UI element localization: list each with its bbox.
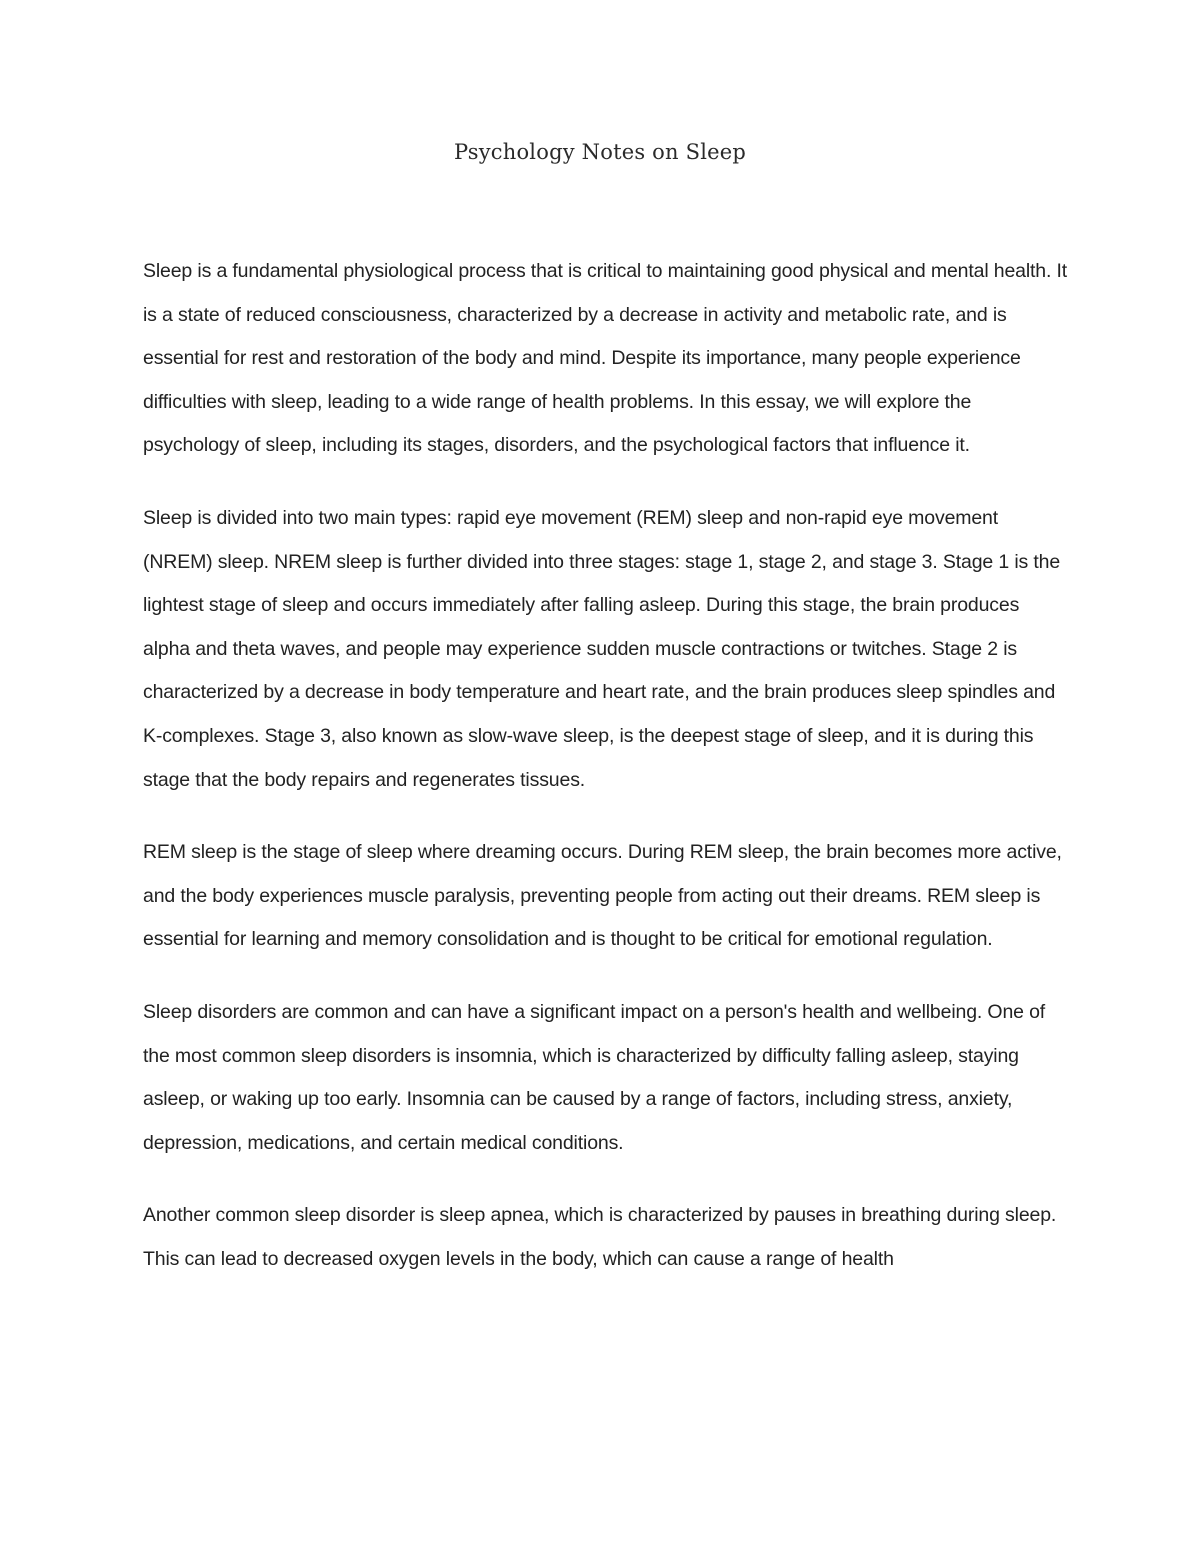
paragraph-sleep-apnea: Another common sleep disorder is sleep apnea, which is characterized by pauses in breathing during sleep. This can lead to decreased oxygen levels in the body, which can cause a range of health [143,1204,1057,1270]
document-body [143,250,1068,1310]
paragraph-intro: Sleep is a fundamental physiological process that is critical to maintaining good physical and mental health. It is a state of reduced consciousness, characterized by a decrease in activity and metabolic rate, and is essential for rest and restoration of the body and mind. Despite its importance, many people experience difficulties with sleep, leading to a wide range of health problems. In this essay, we will explore the psychology of sleep, including its stages, disorders, and the psychological factors that influence it. [143,260,1068,457]
paragraph-sleep-types: Sleep is divided into two main types: rapid eye movement (REM) sleep and non-rapid eye movement (NREM) sleep. NREM sleep is further divided into three stages: stage 1, stage 2, and stage 3. Stage 1 is the lightest stage of sleep and occurs immediately after falling asleep. During this stage, the brain produces alpha and theta waves, and people may experience sudden muscle contractions or twitches. Stage 2 is characterized by a decrease in body temperature and heart rate, and the brain produces sleep spindles and K-complexes. Stage 3, also known as slow-wave sleep, is the deepest stage of sleep, and it is during this stage that the body repairs and regenerates tissues. [143,506,1061,791]
document-title: Psychology Notes on Sleep [453,140,747,164]
paragraph-rem-sleep: REM sleep is the stage of sleep where dreaming occurs. During REM sleep, the brain becomes more active, and the body experiences muscle paralysis, preventing people from acting out their dreams. REM sleep is essential for learning and memory consolidation and is thought to be critical for emotional regulation. [143,841,1062,951]
paragraph-sleep-disorders: Sleep disorders are common and can have a significant impact on a person's health and wellbeing. One of the most common sleep disorders is insomnia, which is characterized by difficulty falling asleep, staying asleep, or waking up too early. Insomnia can be caused by a range of factors, including stress, anxiety, depression, medications, and certain medical conditions. [143,1000,1046,1154]
